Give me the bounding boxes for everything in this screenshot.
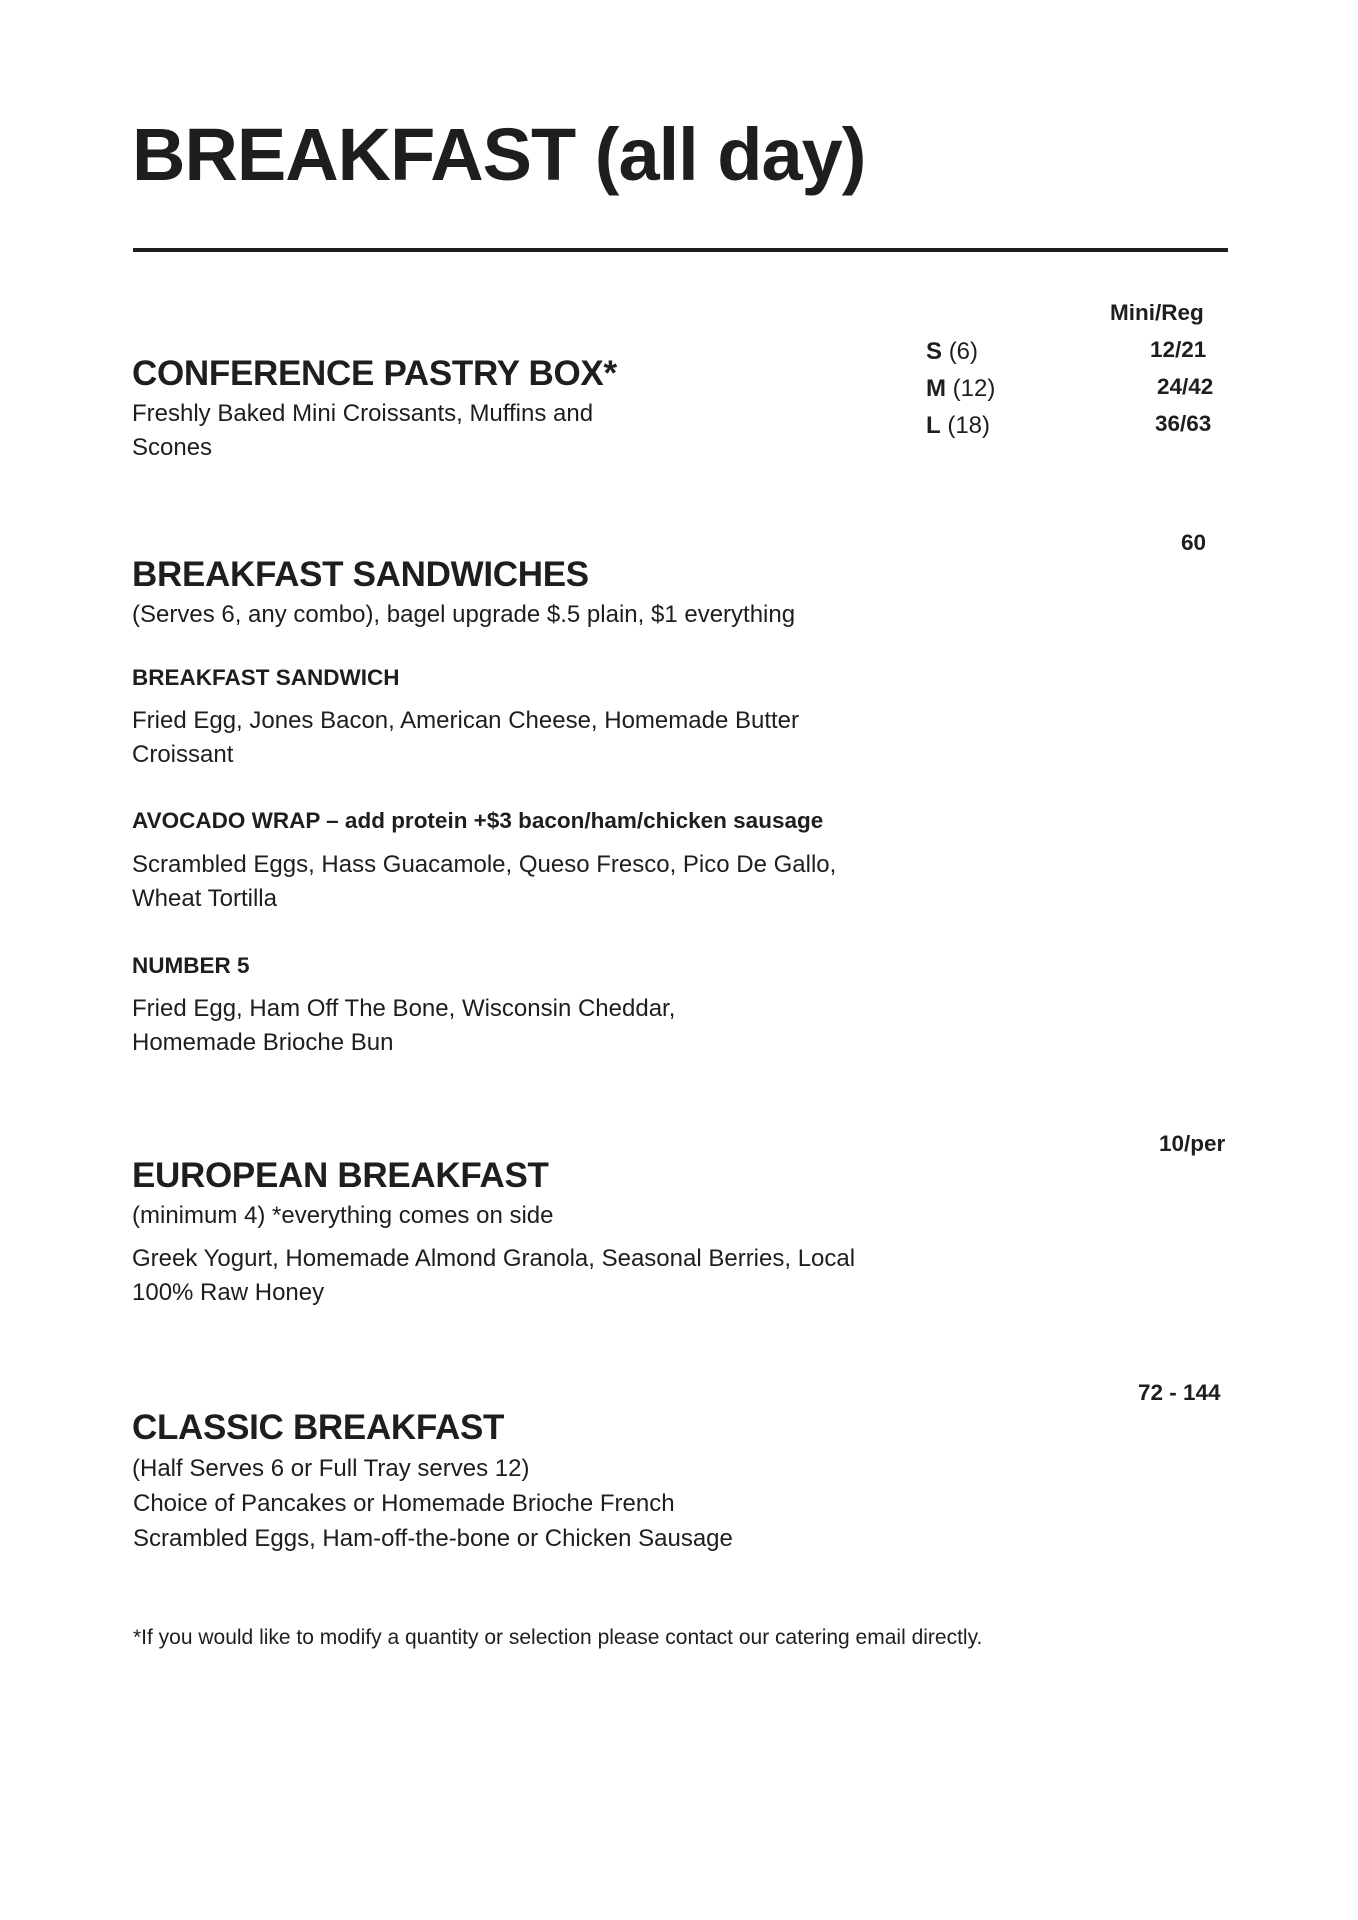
classic-heading: CLASSIC BREAKFAST (132, 1408, 505, 1447)
european-description: Greek Yogurt, Homemade Almond Granola, Seasonal Berries, Local 100% Raw Honey (132, 1245, 856, 1306)
item-description-avocado-wrap: Scrambled Eggs, Hass Guacamole, Queso Fresco, Pico De Gallo, Wheat Tortilla (132, 851, 837, 912)
pastry-box-description: Freshly Baked Mini Croissants, Muffins and Scones (132, 400, 594, 461)
size-count: (18) (947, 412, 991, 439)
size-count: (6) (948, 338, 979, 365)
footer-note: *If you would like to modify a quantity or selection please contact our catering email directly. (133, 1626, 983, 1649)
european-heading: EUROPEAN BREAKFAST (132, 1156, 549, 1195)
classic-price: 72 - 144 (1138, 1380, 1221, 1405)
size-price-l: 36/63 (1155, 411, 1212, 436)
classic-line3: Scrambled Eggs, Ham-off-the-bone or Chicken Sausage (133, 1525, 733, 1552)
item-name-breakfast-sandwich: BREAKFAST SANDWICH (132, 665, 400, 690)
item-name-avocado-wrap: AVOCADO WRAP – add protein +$3 bacon/ham/chicken sausage (132, 808, 824, 833)
item-description-breakfast-sandwich: Fried Egg, Jones Bacon, American Cheese, Homemade Butter Croissant (132, 707, 800, 768)
european-subtitle: (minimum 4) *everything comes on side (132, 1202, 554, 1229)
title-divider (133, 248, 1228, 252)
size-row-l (926, 414, 990, 438)
pastry-box-heading: CONFERENCE PASTRY BOX* (132, 354, 617, 393)
item-description-number-5-line1: Fried Egg, Ham Off The Bone, Wisconsin Cheddar, (132, 995, 676, 1022)
item-description-number-5-line2: Homemade Brioche Bun (132, 1029, 394, 1056)
sandwiches-heading: BREAKFAST SANDWICHES (132, 555, 589, 594)
classic-line1: (Half Serves 6 or Full Tray serves 12) (132, 1455, 530, 1482)
item-name-number-5: NUMBER 5 (132, 953, 250, 978)
size-price-s: 12/21 (1150, 337, 1207, 362)
price-header: Mini/Reg (1110, 300, 1204, 325)
size-label: L (926, 412, 941, 439)
sandwiches-subtitle: (Serves 6, any combo), bagel upgrade $.5 plain, $1 everything (132, 601, 796, 628)
classic-line2: Choice of Pancakes or Homemade Brioche French (133, 1490, 675, 1517)
size-count: (12) (952, 375, 996, 402)
size-row-m (926, 377, 995, 401)
size-row-s (926, 340, 978, 364)
size-price-m: 24/42 (1157, 374, 1214, 399)
size-label: M (926, 375, 946, 402)
european-price: 10/per (1159, 1131, 1226, 1156)
sandwiches-price: 60 (1181, 530, 1207, 555)
page-title: BREAKFAST (all day) (132, 113, 866, 196)
size-label: S (926, 338, 943, 365)
